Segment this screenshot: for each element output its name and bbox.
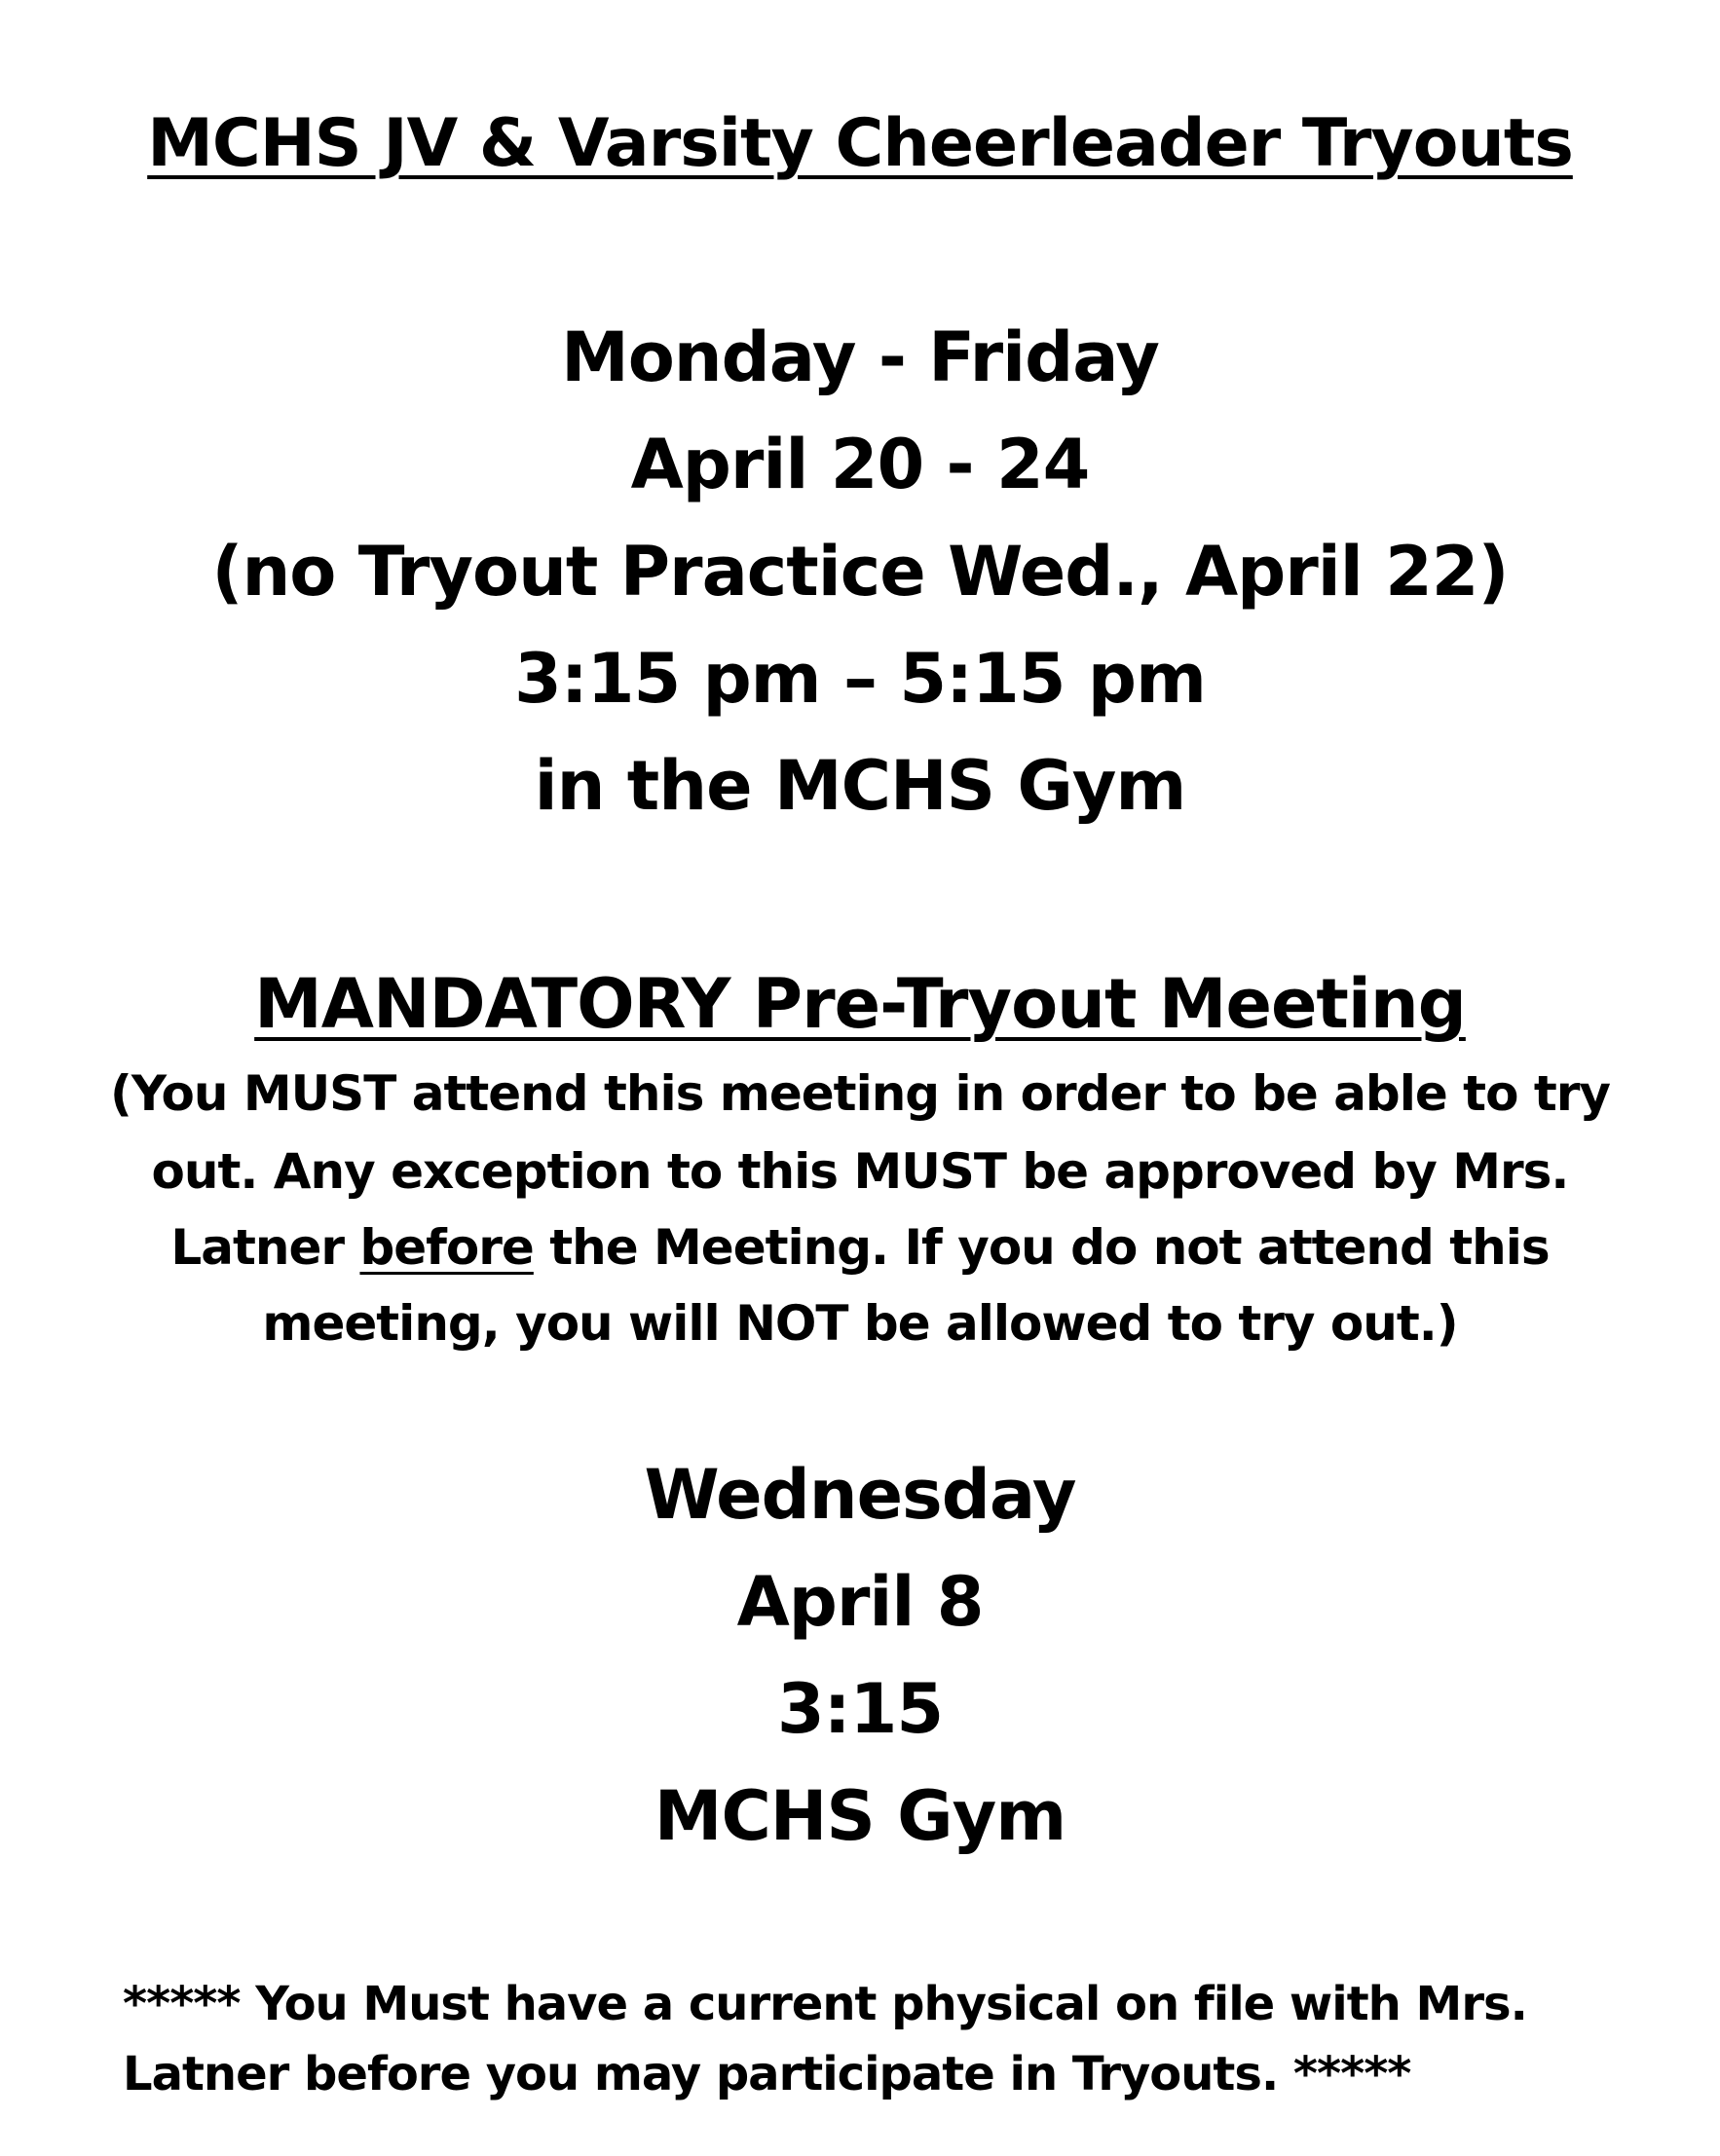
notice-text-segment: Latner — [170, 1219, 360, 1276]
tryout-location: in the MCHS Gym — [534, 746, 1186, 826]
footer-note-line-1: ***** You Must have a current physical on file with Mrs. — [123, 1977, 1527, 2031]
page-title: MCHS JV & Varsity Cheerleader Tryouts — [147, 105, 1573, 182]
tryout-dates: April 20 - 24 — [630, 425, 1090, 504]
tryout-exception: (no Tryout Practice Wed., April 22) — [211, 532, 1509, 612]
meeting-notice-line-4: meeting, you will NOT be allowed to try out.) — [262, 1295, 1458, 1352]
meeting-notice-line-3 — [0, 1219, 1720, 1276]
notice-emphasis-before: before — [359, 1219, 534, 1276]
meeting-location: MCHS Gym — [654, 1776, 1066, 1856]
notice-text-segment: the Meeting. If you do not attend this — [533, 1219, 1550, 1276]
footer-note-line-2: Latner before you may participate in Tryouts. ***** — [123, 2047, 1411, 2101]
tryout-time: 3:15 pm – 5:15 pm — [514, 639, 1206, 719]
tryout-days: Monday - Friday — [561, 317, 1159, 397]
meeting-day: Wednesday — [644, 1455, 1076, 1535]
meeting-heading: MANDATORY Pre-Tryout Meeting — [254, 964, 1466, 1044]
meeting-date: April 8 — [736, 1562, 984, 1642]
meeting-notice-line-2: out. Any exception to this MUST be approved by Mrs. — [151, 1143, 1569, 1200]
meeting-time: 3:15 — [776, 1669, 944, 1749]
meeting-notice-line-1: (You MUST attend this meeting in order to be able to try — [110, 1065, 1610, 1122]
